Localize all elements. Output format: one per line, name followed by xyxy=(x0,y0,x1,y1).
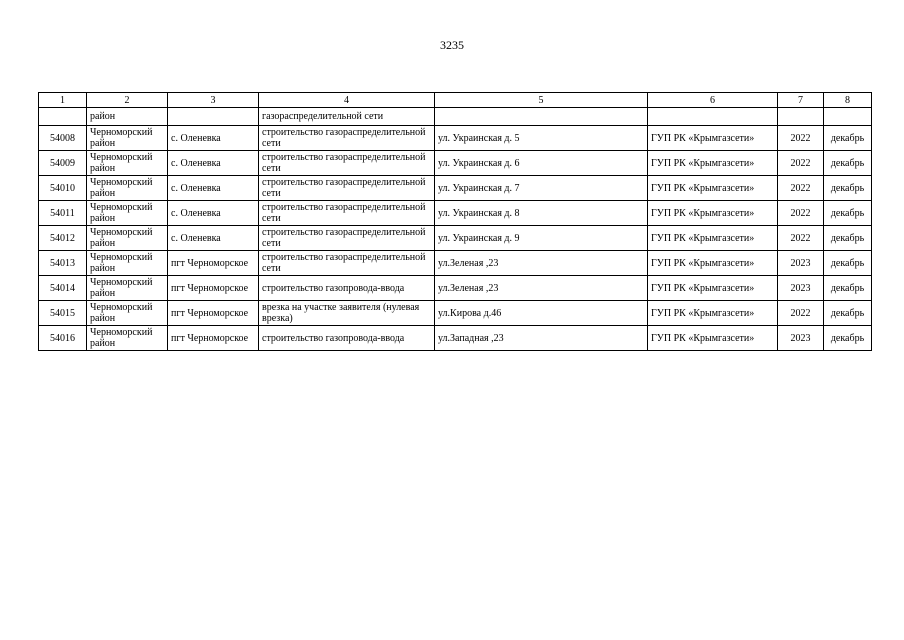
year-cell: 2022 xyxy=(778,226,824,251)
table-row xyxy=(39,251,872,276)
work-type-cell: строительство газопровода-ввода xyxy=(259,276,435,301)
month-cell: декабрь xyxy=(824,226,872,251)
column-header: 6 xyxy=(648,93,778,108)
month-cell: декабрь xyxy=(824,326,872,351)
work-type-cell: газораспределительной сети xyxy=(259,108,435,126)
row-number-cell: 54009 xyxy=(39,151,87,176)
address-cell: ул.Зеленая ,23 xyxy=(435,276,648,301)
address-cell: ул. Украинская д. 7 xyxy=(435,176,648,201)
table-row xyxy=(39,326,872,351)
work-type-cell: строительство газораспределительной сети xyxy=(259,176,435,201)
year-cell xyxy=(778,108,824,126)
settlement-cell: пгт Черноморское xyxy=(168,276,259,301)
month-cell: декабрь xyxy=(824,251,872,276)
address-cell: ул. Украинская д. 9 xyxy=(435,226,648,251)
column-header: 3 xyxy=(168,93,259,108)
district-cell: Черноморский район xyxy=(87,301,168,326)
year-cell: 2023 xyxy=(778,276,824,301)
table-row xyxy=(39,126,872,151)
organization-cell: ГУП РК «Крымгазсети» xyxy=(648,126,778,151)
work-type-cell: врезка на участке заявителя (нулевая врезка) xyxy=(259,301,435,326)
row-number-cell: 54012 xyxy=(39,226,87,251)
table-row xyxy=(39,201,872,226)
district-cell: Черноморский район xyxy=(87,151,168,176)
organization-cell: ГУП РК «Крымгазсети» xyxy=(648,251,778,276)
settlement-cell xyxy=(168,108,259,126)
row-number-cell: 54015 xyxy=(39,301,87,326)
column-header: 8 xyxy=(824,93,872,108)
table-header-row xyxy=(39,93,872,108)
month-cell: декабрь xyxy=(824,176,872,201)
address-cell: ул. Украинская д. 5 xyxy=(435,126,648,151)
settlement-cell: с. Оленевка xyxy=(168,201,259,226)
organization-cell: ГУП РК «Крымгазсети» xyxy=(648,226,778,251)
organization-cell: ГУП РК «Крымгазсети» xyxy=(648,176,778,201)
settlement-cell: с. Оленевка xyxy=(168,126,259,151)
organization-cell: ГУП РК «Крымгазсети» xyxy=(648,151,778,176)
row-number-cell: 54016 xyxy=(39,326,87,351)
column-header: 7 xyxy=(778,93,824,108)
column-header: 2 xyxy=(87,93,168,108)
year-cell: 2022 xyxy=(778,151,824,176)
month-cell: декабрь xyxy=(824,201,872,226)
settlement-cell: с. Оленевка xyxy=(168,151,259,176)
row-number-cell: 54013 xyxy=(39,251,87,276)
column-header: 1 xyxy=(39,93,87,108)
work-type-cell: строительство газораспределительной сети xyxy=(259,126,435,151)
district-cell: Черноморский район xyxy=(87,126,168,151)
month-cell: декабрь xyxy=(824,301,872,326)
organization-cell xyxy=(648,108,778,126)
district-cell: Черноморский район xyxy=(87,176,168,201)
work-type-cell: строительство газопровода-ввода xyxy=(259,326,435,351)
district-cell: Черноморский район xyxy=(87,251,168,276)
table-row xyxy=(39,176,872,201)
settlement-cell: с. Оленевка xyxy=(168,176,259,201)
year-cell: 2022 xyxy=(778,201,824,226)
table-row xyxy=(39,108,872,126)
district-cell: Черноморский район xyxy=(87,326,168,351)
organization-cell: ГУП РК «Крымгазсети» xyxy=(648,301,778,326)
year-cell: 2022 xyxy=(778,176,824,201)
organization-cell: ГУП РК «Крымгазсети» xyxy=(648,276,778,301)
column-header: 4 xyxy=(259,93,435,108)
month-cell: декабрь xyxy=(824,126,872,151)
work-type-cell: строительство газораспределительной сети xyxy=(259,251,435,276)
year-cell: 2022 xyxy=(778,301,824,326)
row-number-cell: 54010 xyxy=(39,176,87,201)
table-row xyxy=(39,226,872,251)
settlement-cell: пгт Черноморское xyxy=(168,301,259,326)
settlement-cell: пгт Черноморское xyxy=(168,326,259,351)
organization-cell: ГУП РК «Крымгазсети» xyxy=(648,201,778,226)
organization-cell: ГУП РК «Крымгазсети» xyxy=(648,326,778,351)
row-number-cell: 54008 xyxy=(39,126,87,151)
settlement-cell: с. Оленевка xyxy=(168,226,259,251)
address-cell: ул.Кирова д.46 xyxy=(435,301,648,326)
month-cell: декабрь xyxy=(824,276,872,301)
registry-table xyxy=(38,92,872,351)
year-cell: 2023 xyxy=(778,251,824,276)
table-row xyxy=(39,276,872,301)
page-number: 3235 xyxy=(440,38,464,52)
district-cell: Черноморский район xyxy=(87,226,168,251)
table-row xyxy=(39,151,872,176)
address-cell: ул. Украинская д. 8 xyxy=(435,201,648,226)
month-cell xyxy=(824,108,872,126)
table-row xyxy=(39,301,872,326)
address-cell xyxy=(435,108,648,126)
month-cell: декабрь xyxy=(824,151,872,176)
row-number-cell: 54014 xyxy=(39,276,87,301)
address-cell: ул.Зеленая ,23 xyxy=(435,251,648,276)
work-type-cell: строительство газораспределительной сети xyxy=(259,201,435,226)
row-number-cell: 54011 xyxy=(39,201,87,226)
work-type-cell: строительство газораспределительной сети xyxy=(259,226,435,251)
year-cell: 2022 xyxy=(778,126,824,151)
work-type-cell: строительство газораспределительной сети xyxy=(259,151,435,176)
district-cell: район xyxy=(87,108,168,126)
district-cell: Черноморский район xyxy=(87,276,168,301)
year-cell: 2023 xyxy=(778,326,824,351)
row-number-cell xyxy=(39,108,87,126)
address-cell: ул.Западная ,23 xyxy=(435,326,648,351)
address-cell: ул. Украинская д. 6 xyxy=(435,151,648,176)
column-header: 5 xyxy=(435,93,648,108)
district-cell: Черноморский район xyxy=(87,201,168,226)
settlement-cell: пгт Черноморское xyxy=(168,251,259,276)
